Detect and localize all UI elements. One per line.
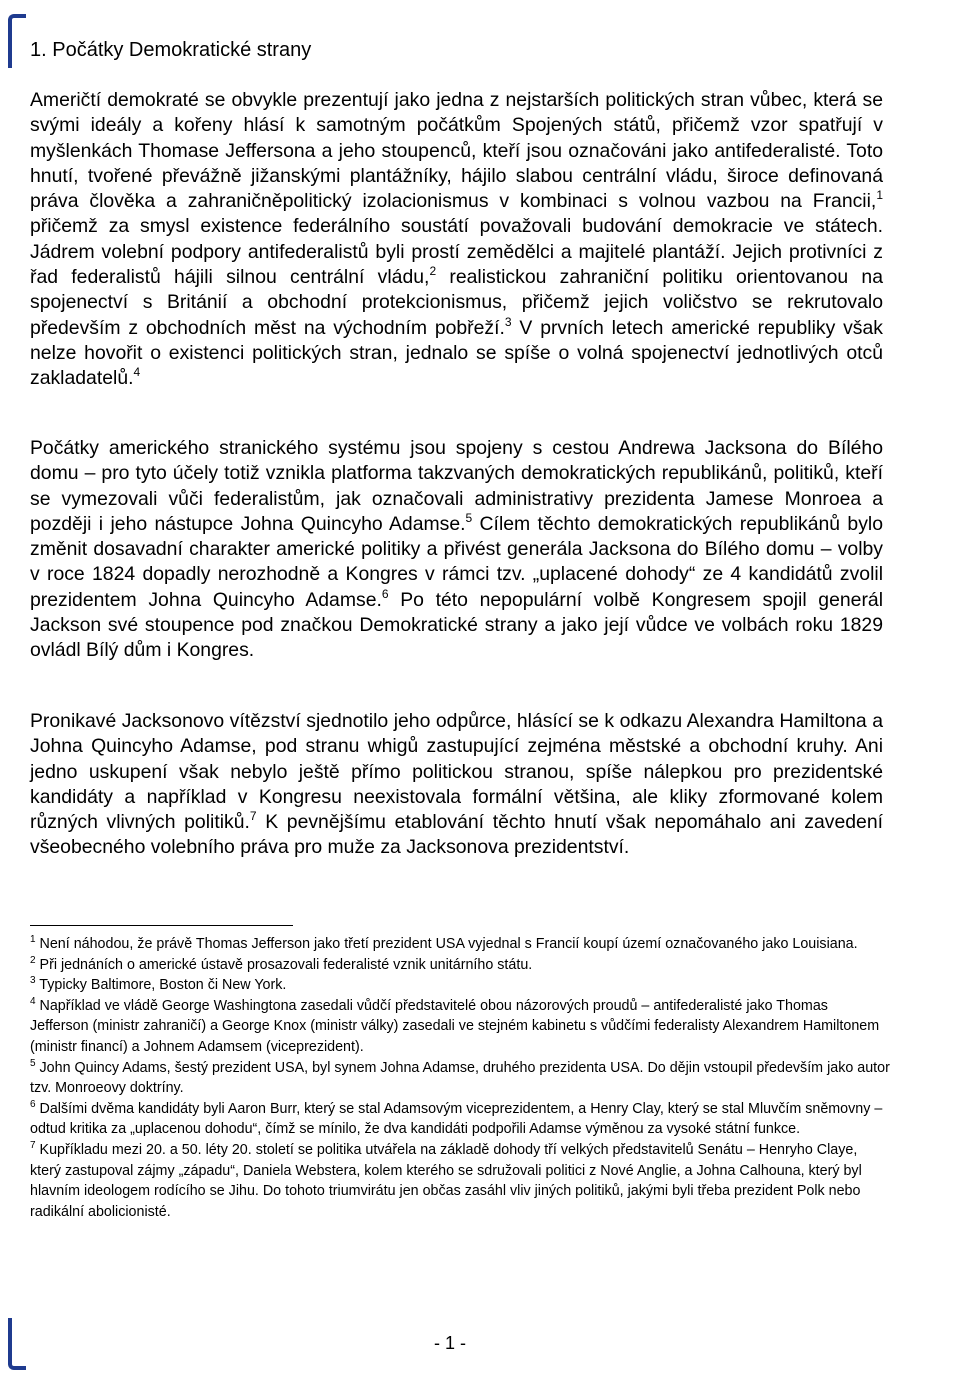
footnote-mark: 3	[30, 975, 36, 987]
footnote-item	[30, 1099, 890, 1140]
corner-bracket-top	[8, 14, 26, 68]
footnote-ref-4[interactable]: 4	[133, 365, 141, 380]
footnote-item	[30, 996, 890, 1058]
page-number: - 1 -	[433, 1333, 466, 1353]
paragraph-text: V prvních letech americké republiky však nelze hovořit o existenci politických stran, jednalo se spíše o volná spojenectví jednotlivých otců zakladatelů.	[30, 316, 883, 390]
footnote-item	[30, 1140, 890, 1222]
footnote-text: Například ve vládě George Washingtona zasedali vůdčí představitelé obou názorových proudů – antifederalisté jako Thomas Jefferson (ministr zahraničí) a George Knox (ministr války) zasedali ve stejném kabinetu s vůdčími federalisty Alexandrem Hamiltonem (ministr financí) a Johnem Adamsem (viceprezident).	[30, 997, 880, 1055]
footnote-ref-3[interactable]: 3	[504, 314, 512, 329]
footnote-item	[30, 955, 890, 976]
footnote-mark: 4	[30, 995, 36, 1007]
footnote-text: John Quincy Adams, šestý prezident USA, byl synem Johna Adamse, druhého prezidenta USA. Do dějin vstoupil především jako autor tzv. Monroeovy doktríny.	[30, 1059, 890, 1097]
footnote-mark: 7	[30, 1139, 36, 1151]
footnote-item	[30, 934, 890, 955]
footnote-item	[30, 1058, 890, 1099]
paragraph-text: Pronikavé Jacksonovo vítězství sjednotilo jeho odpůrce, hlásící se k odkazu Alexandra Hamiltona a Johna Quincyho Adamse, pod stranu whigů zastupující zejména městské a obchodní kruhy. Ani jedno uskupení však nebylo ještě přímo politickou stranou, spíše nálepkou pro prezidentské kandidáty a například v Kongresu neexistovala formální většina, ale kliky zformované kolem různých vlivných politiků.	[30, 710, 883, 834]
footnote-mark: 5	[30, 1057, 36, 1069]
paragraph-text: Cílem těchto demokratických republikánů bylo změnit dosavadní charakter americké politiky a přivést generála Jacksona do Bílého domu – volby v roce 1824 dopadly nerozhodně a Kongres v rámci tzv. „uplacené dohody“ ze 4 kandidátů zvolil prezidentem Johna Quincyho Adamse.	[30, 512, 883, 611]
paragraph-text: K pevnějšímu etablování těchto hnutí však nepomáhalo ani zavedení všeobecného volebního práva pro muže za Jacksonova prezidentství.	[30, 811, 883, 859]
footnote-text: Typicky Baltimore, Boston či New York.	[35, 977, 287, 994]
footnotes-list	[30, 934, 890, 1222]
paragraph-3	[30, 709, 883, 861]
footnote-text: Dalšími dvěma kandidáty byli Aaron Burr, který se stal Adamsovým viceprezidentem, a Henry Clay, který se stal Mluvčím sněmovny – odtud kritika za „uplacenou dohodu“, čímž se mínilo, že dva kandidáti podpořili Adamse výměnou za vysoké státní funkce.	[30, 1100, 883, 1138]
footnote-ref-7[interactable]: 7	[249, 809, 257, 824]
paragraph-text: Američtí demokraté se obvykle prezentují jako jedna z nejstarších politických stran vůbec, která se svými ideály a kořeny hlásí k samotným počátkům Spojených států, přičemž vzor spatřují v myšlenkách Thomase Jeffersona a jeho stoupenců, kteří jsou označováni jako antifederalisté. Toto hnutí, tvořené převážně jižanskými plantážníky, hájilo slabou centrální vládu, široce definovaná práva člověka a zahraničněpolitický izolacionismus v kombinaci s volnou vazbou na Francii,	[30, 89, 883, 213]
footnote-ref-5[interactable]: 5	[465, 510, 473, 525]
paragraph-2	[30, 436, 883, 664]
paragraph-text: Počátky amerického stranického systému jsou spojeny s cestou Andrewa Jacksona do Bílého domu – pro tyto účely totiž vznikla platforma takzvaných demokratických republikánů, politiků, kteří se vymezovali vůči federalistům, jak označovali administrativy prezidenta Jamese Monroea a později i jeho nástupce Johna Quincyho Adamse.	[30, 437, 883, 535]
footnote-item	[30, 975, 890, 996]
paragraph-text: realistickou zahraniční politiku orientovanou na spojenectví s Británií a obchodní protekcionismus, přičemž jejich voličstvo se rekrutovalo především z obchodních měst na východním pobřeží.	[30, 266, 883, 339]
footnote-separator	[30, 925, 293, 926]
footnote-text: Při jednáních o americké ústavě prosazovali federalisté vznik unitárního státu.	[35, 956, 533, 973]
footnote-ref-2[interactable]: 2	[429, 264, 437, 279]
footnote-mark: 1	[30, 934, 36, 945]
page-title: 1. Počátky Demokratické strany	[30, 39, 312, 61]
paragraph-text: Po této nepopulární volbě Kongresem spojil generál Jackson své stoupence pod značkou Demokratické strany a jako její vůdce ve volbách roku 1829 ovládl Bílý dům i Kongres.	[30, 588, 883, 662]
footnote-mark: 2	[30, 954, 36, 966]
footnote-text: Není náhodou, že právě Thomas Jefferson jako třetí prezident USA vyjednal s Francií koupí území označovaného jako Louisiana.	[35, 936, 858, 952]
footnote-text: Kupříkladu mezi 20. a 50. léty 20. století se politika utvářela na základě dohody tří velkých představitelů Senátu – Henryho Claye, který zastupoval zájmy „západu“, Daniela Webstera, kolem kterého se sdružovali politici z Nové Anglie, a Johna Calhouna, který byl hlavním ideologem rodícího se Jihu. Do tohoto triumvirátu jen občas zasáhl vliv jiných politiků, jakými byli třeba prezident Polk nebo radikální abolicionisté.	[30, 1141, 862, 1220]
footnote-ref-1[interactable]: 1	[876, 188, 883, 203]
paragraph-1	[30, 88, 883, 392]
footnote-mark: 6	[30, 1098, 36, 1110]
footnote-ref-6[interactable]: 6	[381, 586, 389, 601]
paragraph-text: přičemž za smysl existence federálního soustátí považovali budování demokracie ve státech. Jádrem volební podpory antifederalistů byli prostí zemědělci a majitelé plantáží. Jejich protivníci z řad federalistů hájili silnou centrální vládu,	[30, 215, 883, 289]
